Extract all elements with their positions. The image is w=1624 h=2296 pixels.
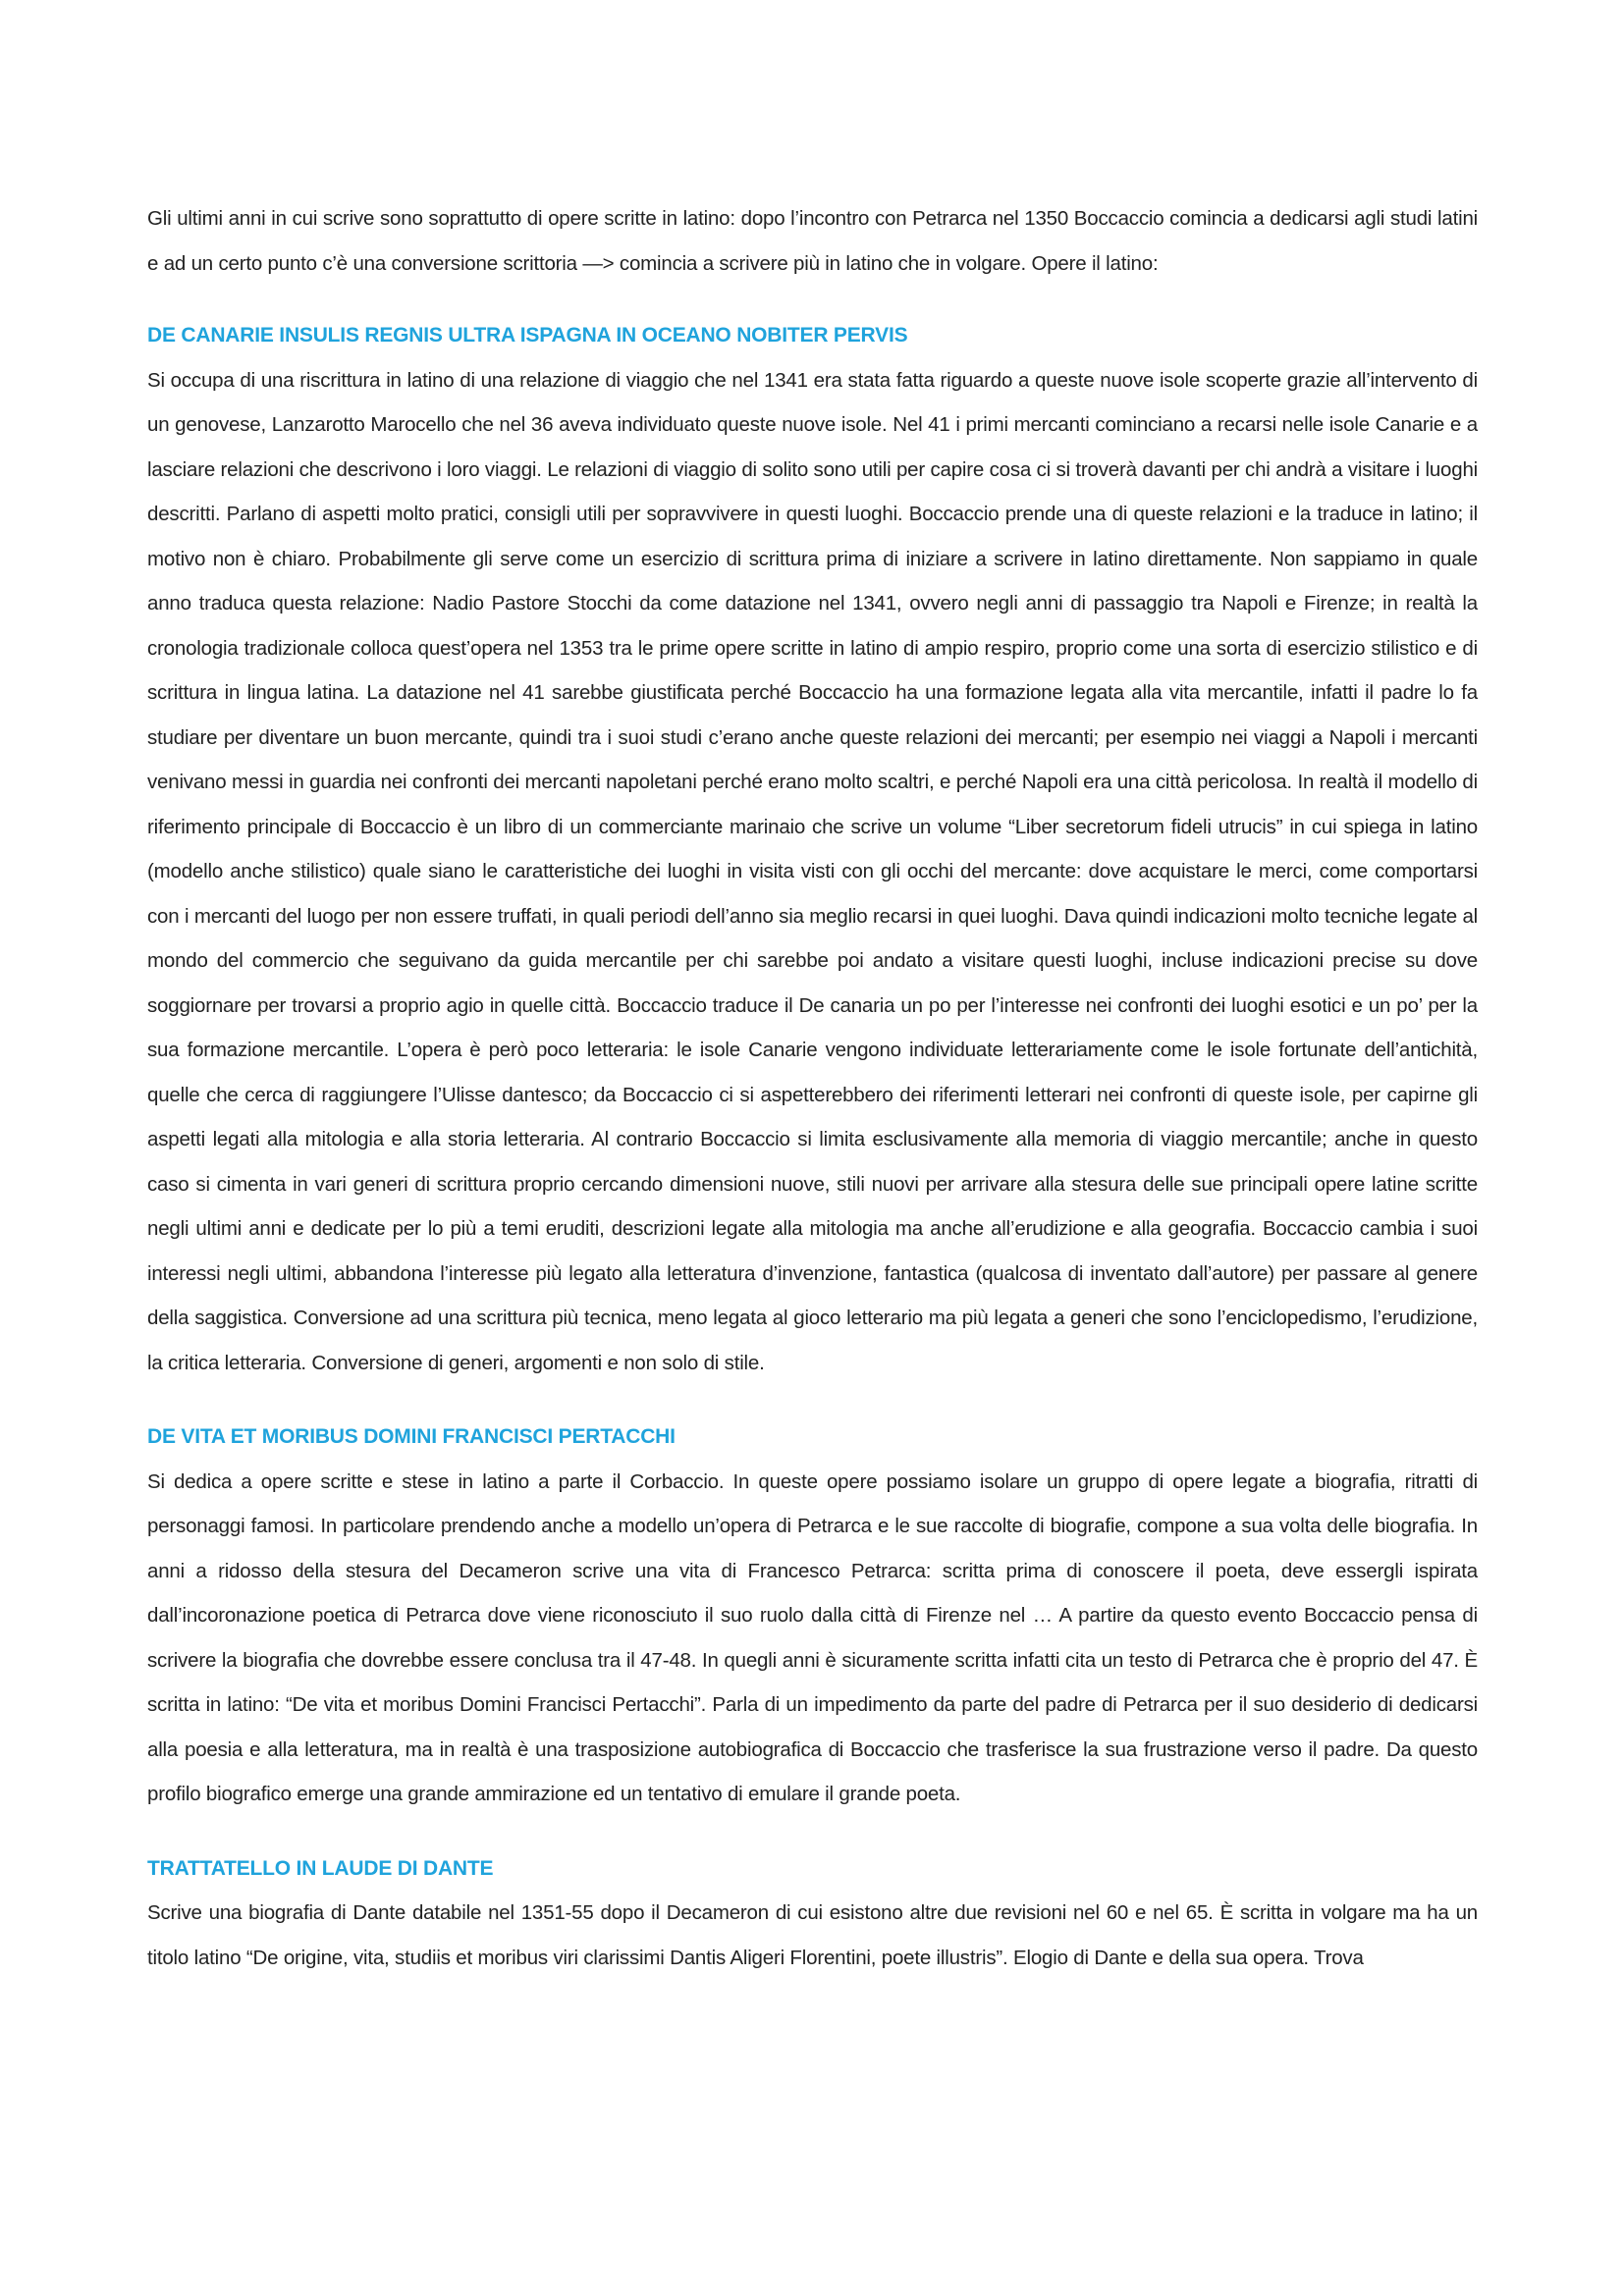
section-body: Si dedica a opere scritte e stese in latino a parte il Corbaccio. In queste opere possiamo isolare un gruppo di opere legate a biografia, ritratti di personaggi famosi. In particolare prendendo anche a modello un’opera di Petrarca e le sue raccolte di biografie, compone a sua volta delle biografia. In anni a ridosso della stesura del Decameron scrive una vita di Francesco Petrarca: scritta prima di conoscere il poeta, deve essergli ispirata dall’incoronazione poetica di Petrarca dove viene riconosciuto il suo ruolo dalla città di Firenze nel … A partire da questo evento Boccaccio pensa di scrivere la biografia che dovrebbe essere conclusa tra il 47-48. In quegli anni è sicuramente scritta infatti cita un testo di Petrarca che è proprio del 47. È scritta in latino: “De vita et moribus Domini Francisci Pertacchi”. Parla di un impedimento da parte del padre di Petrarca per il suo desiderio di dedicarsi alla poesia e alla letteratura, ma in realtà è una trasposizione autobiografica di Boccaccio che trasferisce la sua frustrazione verso il padre. Da questo profilo biografico emerge una grande ammirazione ed un tentativo di emulare il grande poeta. bbox=[147, 1469, 1478, 1805]
section-de-canarie bbox=[147, 313, 1478, 1385]
section-heading: TRATTATELLO IN LAUDE DI DANTE bbox=[147, 1856, 494, 1880]
section-de-vita bbox=[147, 1415, 1478, 1817]
intro-paragraph: Gli ultimi anni in cui scrive sono soprattutto di opere scritte in latino: dopo l’incontro con Petrarca nel 1350 Boccaccio comincia a dedicarsi agli studi latini e ad un certo punto c’è una conversione scrittoria —> comincia a scrivere più in latino che in volgare. Opere il latino: bbox=[147, 207, 1478, 275]
section-heading: DE VITA ET MORIBUS DOMINI FRANCISCI PERTACCHI bbox=[147, 1425, 676, 1448]
section-heading: DE CANARIE INSULIS REGNIS ULTRA ISPAGNA IN OCEANO NOBITER PERVIS bbox=[147, 324, 908, 347]
document-page bbox=[147, 196, 1478, 1980]
section-body: Si occupa di una riscrittura in latino di una relazione di viaggio che nel 1341 era stata fatta riguardo a queste nuove isole scoperte grazie all’intervento di un genovese, Lanzarotto Marocello che nel 36 aveva individuato queste nuove isole. Nel 41 i primi mercanti cominciano a recarsi nelle isole Canarie e a lasciare relazioni che descrivono i loro viaggi. Le relazioni di viaggio di solito sono utili per capire cosa ci si troverà davanti per chi andrà a visitare i luoghi descritti. Parlano di aspetti molto pratici, consigli utili per sopravvivere in questi luoghi. Boccaccio prende una di queste relazioni e la traduce in latino; il motivo non è chiaro. Probabilmente gli serve come un esercizio di scrittura prima di iniziare a scrivere in latino direttamente. Non sappiamo in quale anno traduca questa relazione: Nadio Pastore Stocchi da come datazione nel 1341, ovvero negli anni di passaggio tra Napoli e Firenze; in realtà la cronologia tradizionale colloca quest’opera nel 1353 tra le prime opere scritte in latino di ampio respiro, proprio come una sorta di esercizio stilistico e di scrittura in lingua latina. La datazione nel 41 sarebbe giustificata perché Boccaccio ha una formazione legata alla vita mercantile, infatti il padre lo fa studiare per diventare un buon mercante, quindi tra i suoi studi c’erano anche queste relazioni dei mercanti; per esempio nei viaggi a Napoli i mercanti venivano messi in guardia nei confronti dei mercanti napoletani perché erano molto scaltri, e perché Napoli era una città pericolosa. In realtà il modello di riferimento principale di Boccaccio è un libro di un commerciante marinaio che scrive un volume “Liber secretorum fideli utrucis” in cui spiega in latino (modello anche stilistico) quale siano le caratteristiche dei luoghi in visita visti con gli occhi del mercante: dove acquistare le merci, come comportarsi con i mercanti del luogo per non essere truffati, in quali periodi dell’anno sia meglio recarsi in quei luoghi. Dava quindi indicazioni molto tecniche legate al mondo del commercio che seguivano da guida mercantile per chi sarebbe poi andato a visitare questi luoghi, incluse indicazioni precise su dove soggiornare per trovarsi a proprio agio in quelle città. Boccaccio traduce il De canaria un po per l’interesse nei confronti dei luoghi esotici e un po’ per la sua formazione mercantile. L’opera è però poco letteraria: le isole Canarie vengono individuate letterariamente come le isole fortunate dell’antichità, quelle che cerca di raggiungere l’Ulisse dantesco; da Boccaccio ci si aspetterebbero dei riferimenti letterari nei confronti di queste isole, per capirne gli aspetti legati alla mitologia e alla storia letteraria. Al contrario Boccaccio si limita esclusivamente alla memoria di viaggio mercantile; anche in questo caso si cimenta in vari generi di scrittura proprio cercando dimensioni nuove, stili nuovi per arrivare alla stesura delle sue principali opere latine scritte negli ultimi anni e dedicate per lo più a temi eruditi, descrizioni legate alla mitologia ma anche all’erudizione e alla geografia. Boccaccio cambia i suoi interessi negli ultimi, abbandona l’interesse più legato alla letteratura d’invenzione, fantastica (qualcosa di inventato dall’autore) per passare al genere della saggistica. Conversione ad una scrittura più tecnica, meno legata al gioco letterario ma più legata a generi che sono l’enciclopedismo, l’erudizione, la critica letteraria. Conversione di generi, argomenti e non solo di stile. bbox=[147, 368, 1478, 1374]
section-body: Scrive una biografia di Dante databile nel 1351-55 dopo il Decameron di cui esistono altre due revisioni nel 60 e nel 65. È scritta in volgare ma ha un titolo latino “De origine, vita, studiis et moribus viri clarissimi Dantis Aligeri Florentini, poete illustris”. Elogio di Dante e della sua opera. Trova bbox=[147, 1901, 1478, 1969]
section-trattatello bbox=[147, 1846, 1478, 1981]
